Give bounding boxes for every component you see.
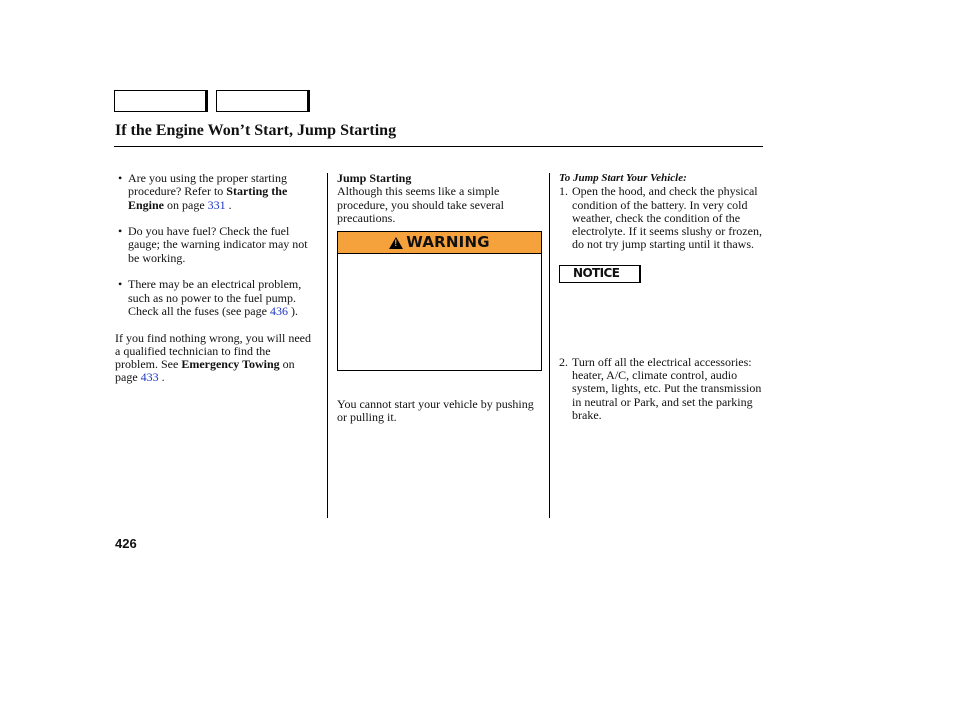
section-title: If the Engine Won’t Start, Jump Starting <box>115 122 397 139</box>
bullet-starting-procedure: • Are you using the proper starting procedure? Refer to Starting the Engine on page 331 . <box>115 172 315 212</box>
heading-jump-starting: Jump Starting <box>337 171 412 185</box>
ref-starting-the-engine: Starting the Engine <box>128 184 288 212</box>
step-1: 1. Open the hood, and check the physical condition of the battery. In very cold weather, check the condition of the electrolyte. If it seems slushy or frozen, do not try jump starting until it thaws. <box>559 184 762 252</box>
notice-label: NOTICE <box>573 266 620 281</box>
ref-emergency-towing: Emergency Towing <box>181 357 280 372</box>
notice-box <box>559 265 641 283</box>
warning-label: WARNING <box>406 233 490 252</box>
warning-triangle-icon: ! <box>389 237 403 249</box>
note-push-start: You cannot start your vehicle by pushing or pulling it. <box>337 396 534 425</box>
page-link-436[interactable]: 436 <box>269 303 288 318</box>
column-left <box>115 172 315 385</box>
warning-box <box>337 231 542 371</box>
title-divider <box>114 146 763 147</box>
heading-to-jump-start: To Jump Start Your Vehicle: <box>559 172 687 184</box>
bullet-fuel-check: • Do you have fuel? Check the fuel gauge; the warning indicator may not be working. <box>115 225 315 265</box>
page-link-331[interactable]: 331 <box>207 197 226 212</box>
bullet-electrical-problem: • There may be an electrical problem, such as no power to the fuel pump. Check all the fuses (see page 436 ). <box>115 278 315 318</box>
column-right <box>559 172 763 422</box>
column-divider <box>549 173 550 518</box>
warning-header <box>338 232 541 254</box>
intro-paragraph: Although this seems like a simple procedure, you should take several precautions. <box>337 184 504 225</box>
nav-button-main-menu[interactable] <box>114 90 208 112</box>
step-2: 2. Turn off all the electrical accessories: heater, A/C, climate control, audio system, lights, etc. Put the transmission in neutral or Park, and set the parking brake. <box>559 354 762 422</box>
column-middle <box>337 172 542 424</box>
page-number: 426 <box>115 536 137 551</box>
page-link-433[interactable]: 433 <box>140 370 159 385</box>
paragraph-nothing-wrong: If you find nothing wrong, you will need a qualified technician to find the problem. See Emergency Towing on page 433 . <box>115 330 311 385</box>
column-divider <box>327 173 328 518</box>
nav-button-index[interactable] <box>216 90 310 112</box>
